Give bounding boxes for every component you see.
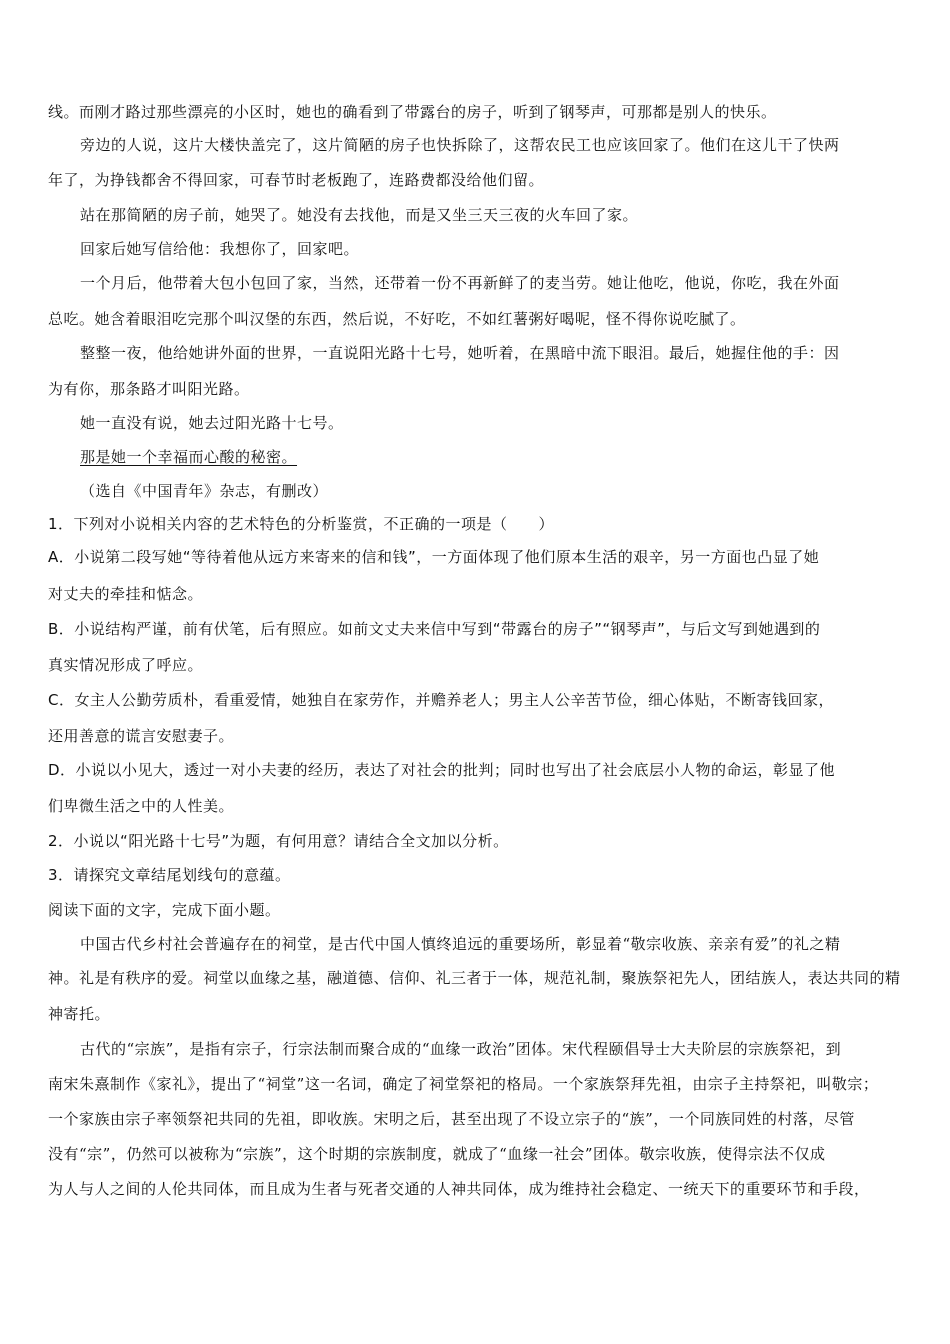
option-a: A．小说第二段写她“等待着他从远方来寄来的信和钱”，一方面体现了他们原本生活的艰辛，另一方面也凸显了她 — [48, 548, 820, 566]
story-line: 整整一夜，他给她讲外面的世界，一直说阳光路十七号，她听着，在黑暗中流下眼泪。最后，她握住他的手：因 — [80, 344, 840, 362]
option-c: C．女主人公勤劳质朴，看重爱情，她独自在家劳作，并赡养老人；男主人公辛苦节俭，细心体贴，不断寄钱回家， — [48, 691, 834, 709]
option-d-cont: 们卑微生活之中的人性美。 — [48, 797, 235, 815]
story-line: 线。而刚才路过那些漂亮的小区时，她也的确看到了带露台的房子，听到了钢琴声，可那都是别人的快乐。 — [48, 103, 777, 121]
underlined-sentence: 那是她一个幸福而心酸的秘密。 — [80, 448, 298, 466]
essay-line: 一个家族由宗子率领祭祀共同的先祖，即收族。宋明之后，甚至出现了不设立宗子的“族”，一个同族同姓的村落，尽管 — [48, 1110, 855, 1128]
question-1: 1．下列对小说相关内容的艺术特色的分析鉴赏，不正确的一项是（ ） — [48, 515, 555, 533]
story-line: 为有你，那条路才叫阳光路。 — [48, 380, 250, 398]
essay-line: 古代的“宗族”，是指有宗子，行宗法制而聚合成的“血缘一政治”团体。宋代程颐倡导士大夫阶层的宗族祭祀，到 — [80, 1040, 842, 1058]
story-line: 一个月后，他带着大包小包回了家，当然，还带着一份不再新鲜了的麦当劳。她让他吃，他说，你吃，我在外面 — [80, 274, 840, 292]
story-line: 总吃。她含着眼泪吃完那个叫汉堡的东西，然后说，不好吃，不如红薯粥好喝呢，怪不得你说吃腻了。 — [48, 310, 746, 328]
option-a-cont: 对丈夫的牵挂和惦念。 — [48, 585, 204, 603]
essay-line: 中国古代乡村社会普遍存在的祠堂，是古代中国人慎终追远的重要场所，彰显着“敬宗收族、亲亲有爱”的礼之精 — [80, 935, 841, 953]
question-2: 2．小说以“阳光路十七号”为题，有何用意？请结合全文加以分析。 — [48, 832, 509, 850]
story-line: 她一直没有说，她去过阳光路十七号。 — [80, 414, 344, 432]
option-c-cont: 还用善意的谎言安慰妻子。 — [48, 727, 235, 745]
option-d: D．小说以小见大，透过一对小夫妻的经历，表达了对社会的批判；同时也写出了社会底层小人物的命运，彰显了他 — [48, 761, 836, 779]
reading-instruction: 阅读下面的文字，完成下面小题。 — [48, 901, 281, 919]
story-line: 年了，为挣钱都舍不得回家，可春节时老板跑了，连路费都没给他们留。 — [48, 171, 545, 189]
source-note: （选自《中国青年》杂志，有删改） — [80, 482, 329, 500]
option-b-cont: 真实情况形成了呼应。 — [48, 656, 204, 674]
essay-line: 神寄托。 — [48, 1005, 111, 1023]
essay-line: 南宋朱熹制作《家礼》，提出了“祠堂”这一名词，确定了祠堂祭祀的格局。一个家族祭拜先祖，由宗子主持祭祀，叫敬宗； — [48, 1075, 879, 1093]
story-line: 旁边的人说，这片大楼快盖完了，这片简陋的房子也快拆除了，这帮农民工也应该回家了。他们在这儿干了快两 — [80, 136, 840, 154]
option-b: B．小说结构严谨，前有伏笔，后有照应。如前文丈夫来信中写到“带露台的房子”“钢琴声”，与后文写到她遇到的 — [48, 620, 821, 638]
essay-line: 为人与人之间的人伦共同体，而且成为生者与死者交通的人神共同体，成为维持社会稳定、一统天下的重要环节和手段， — [48, 1180, 870, 1198]
essay-line: 神。礼是有秩序的爱。祠堂以血缘之基，融道德、信仰、礼三者于一体，规范礼制，聚族祭祀先人，团结族人，表达共同的精 — [48, 969, 901, 987]
essay-line: 没有“宗”，仍然可以被称为“宗族”，这个时期的宗族制度，就成了“血缘一社会”团体。敬宗收族，使得宗法不仅成 — [48, 1145, 826, 1163]
question-3: 3．请探究文章结尾划线句的意蕴。 — [48, 866, 291, 884]
story-line: 站在那简陋的房子前，她哭了。她没有去找他，而是又坐三天三夜的火车回了家。 — [80, 206, 639, 224]
story-line: 回家后她写信给他：我想你了，回家吧。 — [80, 240, 360, 258]
